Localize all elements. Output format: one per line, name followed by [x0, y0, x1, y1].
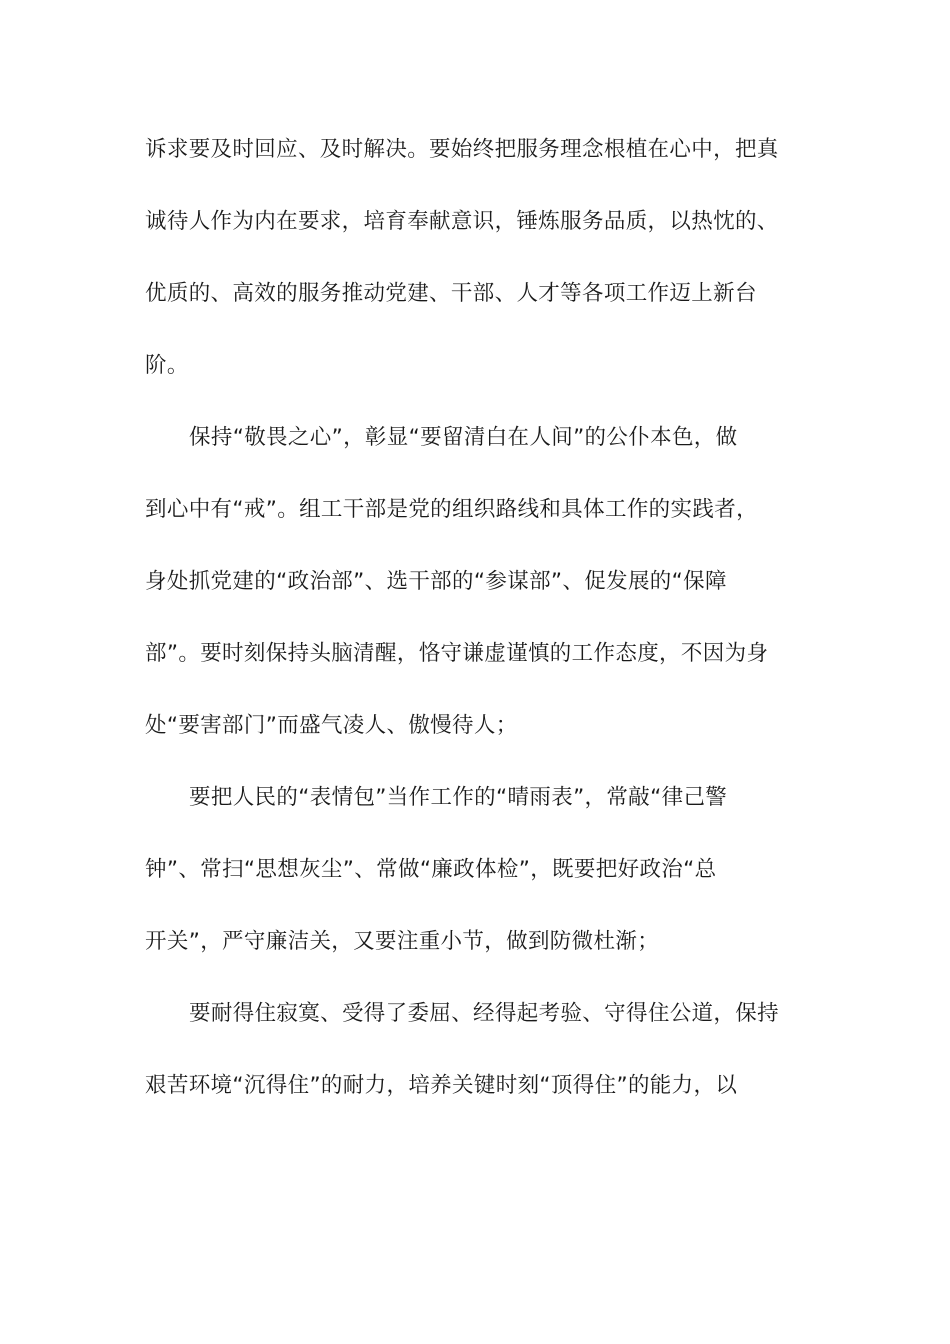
text-line-10: 要把人民的“表情包”当作工作的“晴雨表”，常敲“律己警	[189, 785, 728, 810]
text-line-6: 到心中有“戒”。组工干部是党的组织路线和具体工作的实践者，	[145, 497, 758, 522]
text-line-3: 优质的、高效的服务推动党建、干部、人才等各项工作迈上新台	[145, 281, 757, 306]
body-text	[145, 130, 805, 1138]
text-line-5: 保持“敬畏之心”，彰显“要留清白在人间”的公仆本色，做	[189, 425, 738, 450]
text-line-1: 诉求要及时回应、及时解决。要始终把服务理念根植在心中，把真	[145, 137, 779, 162]
text-line-4: 阶。	[145, 353, 189, 378]
text-line-7: 身处抓党建的“政治部”、选干部的“参谋部”、促发展的“保障	[145, 569, 727, 594]
text-line-12: 开关”，严守廉洁关，又要注重小节，做到防微杜渐；	[145, 929, 660, 954]
text-line-14: 艰苦环境“沉得住”的耐力，培养关键时刻“顶得住”的能力，以	[145, 1073, 738, 1098]
text-line-13: 要耐得住寂寞、受得了委屈、经得起考验、守得住公道，保持	[189, 1001, 779, 1026]
text-line-9: 处“要害部门”而盛气凌人、傲慢待人；	[145, 713, 518, 738]
text-line-11: 钟”、常扫“思想灰尘”、常做“廉政体检”，既要把好政治“总	[145, 857, 717, 882]
text-line-2: 诚待人作为内在要求，培育奉献意识，锤炼服务品质，以热忱的、	[145, 209, 779, 234]
text-line-8: 部”。要时刻保持头脑清醒，恪守谦虚谨慎的工作态度，不因为身	[145, 641, 769, 666]
